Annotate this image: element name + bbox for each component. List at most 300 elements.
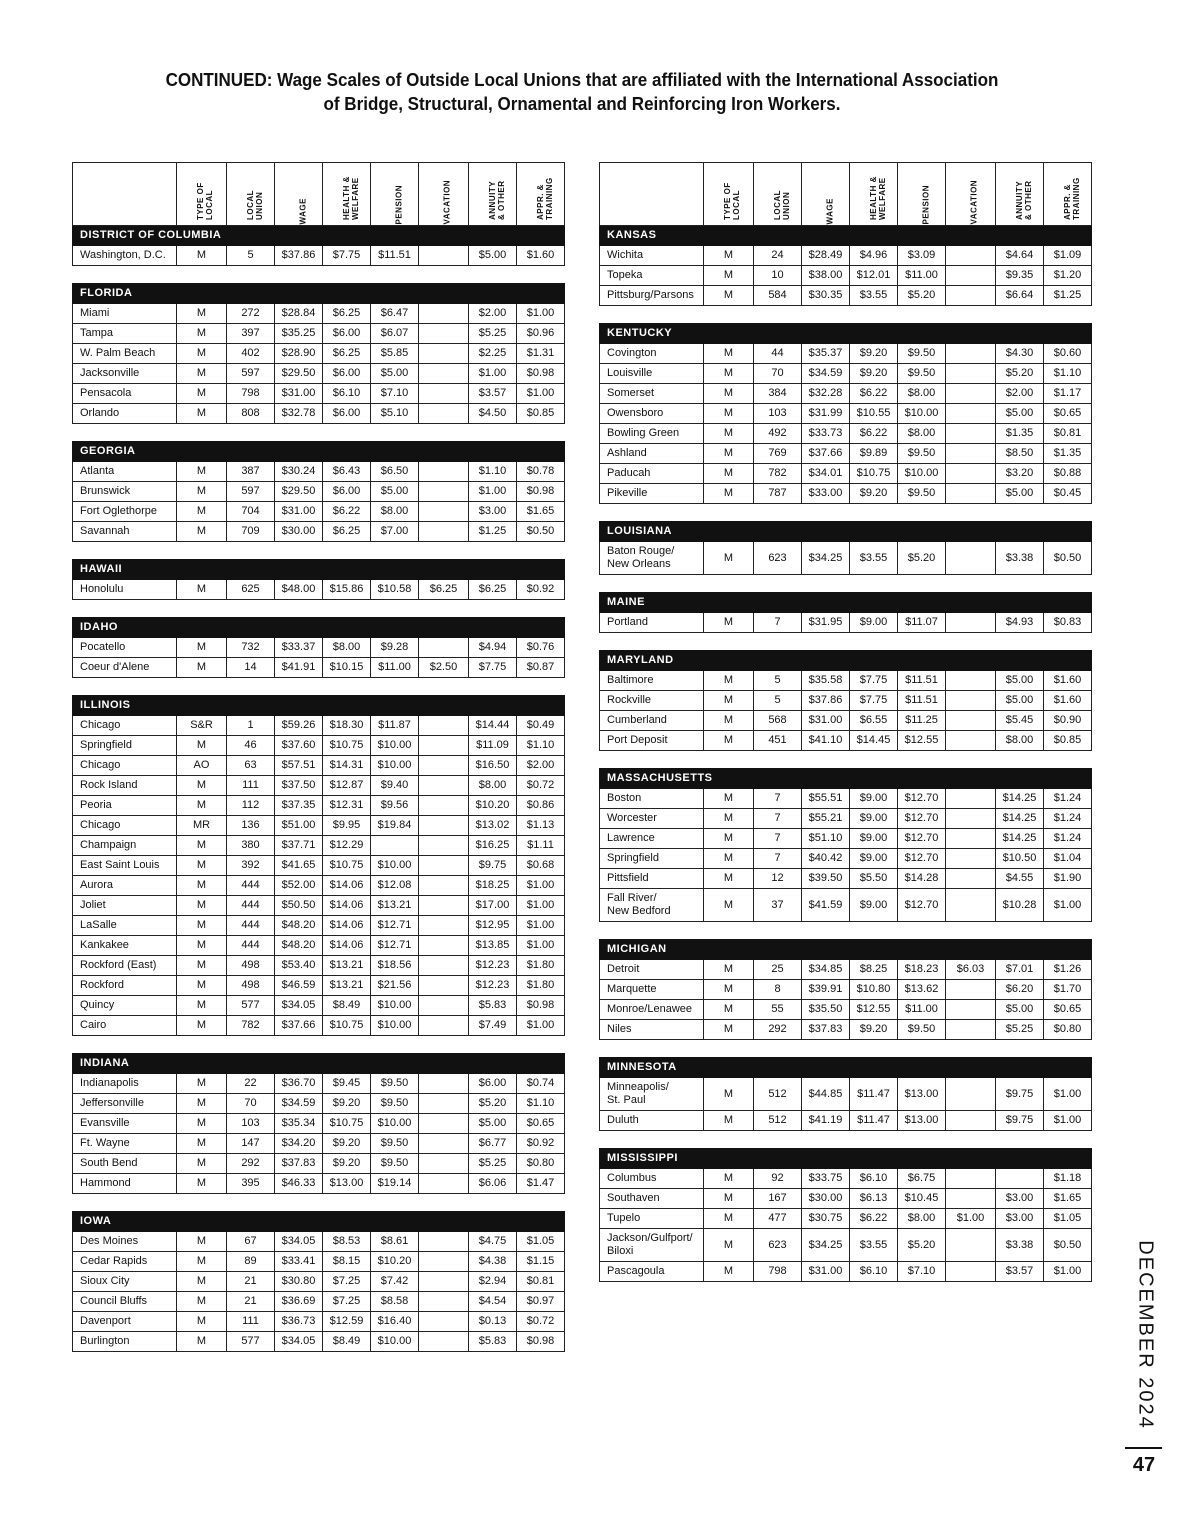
value-cell: M [177,502,227,522]
state-heading: ILLINOIS [73,696,565,716]
state-heading-row [600,651,1092,671]
value-cell: $4.55 [996,869,1044,889]
value-cell: $5.00 [996,1000,1044,1020]
table-row [600,1000,1092,1020]
value-cell: $0.68 [517,856,565,876]
value-cell: $0.50 [1044,542,1092,575]
value-cell: $9.00 [850,789,898,809]
column-header [704,163,754,226]
table-row [73,1134,565,1154]
value-cell: $0.49 [517,716,565,736]
value-cell: M [704,711,754,731]
value-cell: 37 [754,889,802,922]
value-cell: M [177,638,227,658]
value-cell: $51.10 [802,829,850,849]
value-cell [419,246,469,266]
value-cell: AO [177,756,227,776]
value-cell: $5.20 [469,1094,517,1114]
state-heading-row [600,522,1092,542]
value-cell: $2.25 [469,344,517,364]
value-cell: M [177,1074,227,1094]
value-cell: $1.00 [469,482,517,502]
column-header-label: VACATION [442,179,452,225]
value-cell: $10.00 [371,1332,419,1352]
value-cell: $6.10 [850,1262,898,1282]
value-cell: $28.90 [275,344,323,364]
value-cell: 103 [754,404,802,424]
table-row [73,976,565,996]
value-cell: 21 [227,1272,275,1292]
value-cell: 512 [754,1111,802,1131]
value-cell: $9.00 [850,889,898,922]
value-cell: MR [177,816,227,836]
value-cell: $6.22 [323,502,371,522]
value-cell: M [704,1262,754,1282]
value-cell: $11.47 [850,1078,898,1111]
city-cell: Baton Rouge/ New Orleans [600,542,704,575]
value-cell: 14 [227,658,275,678]
value-cell: 387 [227,462,275,482]
value-cell: M [704,266,754,286]
value-cell: M [704,542,754,575]
value-cell: $1.80 [517,976,565,996]
state-heading-row [73,226,565,246]
value-cell: $0.98 [517,482,565,502]
value-cell: $9.20 [850,344,898,364]
value-cell: 782 [754,464,802,484]
value-cell: $34.25 [802,1229,850,1262]
value-cell: $1.17 [1044,384,1092,404]
value-cell: M [704,1209,754,1229]
city-cell: Sioux City [73,1272,177,1292]
value-cell: $9.20 [323,1154,371,1174]
column-header-label: HEALTH & WELFARE [869,176,887,220]
value-cell: $10.75 [850,464,898,484]
value-cell [371,836,419,856]
table-row [73,1232,565,1252]
value-cell: $1.00 [1044,1078,1092,1111]
value-cell: $5.83 [469,996,517,1016]
title-line-2: of Bridge, Structural, Ornamental and Reinforcing Iron Workers. [323,93,841,114]
value-cell: $8.00 [898,384,946,404]
value-cell: $0.60 [1044,344,1092,364]
value-cell: $6.22 [850,1209,898,1229]
value-cell: 808 [227,404,275,424]
city-cell: Bowling Green [600,424,704,444]
value-cell: $1.24 [1044,789,1092,809]
value-cell: $13.62 [898,980,946,1000]
value-cell: $5.25 [469,324,517,344]
value-cell: $3.38 [996,1229,1044,1262]
table-row [73,1074,565,1094]
value-cell: 568 [754,711,802,731]
value-cell: 709 [227,522,275,542]
value-cell: $0.74 [517,1074,565,1094]
city-cell: Evansville [73,1114,177,1134]
value-cell [419,936,469,956]
value-cell: M [704,424,754,444]
value-cell: M [704,869,754,889]
value-cell: $0.65 [1044,1000,1092,1020]
spacer-cell [73,1036,565,1054]
value-cell: $29.50 [275,364,323,384]
value-cell: $6.50 [371,462,419,482]
value-cell: $4.50 [469,404,517,424]
value-cell: $36.70 [275,1074,323,1094]
city-cell: Miami [73,304,177,324]
state-heading: MARYLAND [600,651,1092,671]
value-cell: M [177,658,227,678]
value-cell: M [704,789,754,809]
issue-date-sidebar [1127,1240,1163,1430]
state-heading: MAINE [600,593,1092,613]
value-cell [419,816,469,836]
value-cell: 103 [227,1114,275,1134]
value-cell: M [704,731,754,751]
value-cell: M [177,856,227,876]
value-cell: $28.49 [802,246,850,266]
value-cell: M [177,736,227,756]
value-cell: $0.92 [517,580,565,600]
column-header-label: ANNUITY & OTHER [488,180,506,220]
value-cell: $18.23 [898,960,946,980]
state-heading: INDIANA [73,1054,565,1074]
value-cell: $39.50 [802,869,850,889]
city-cell: Worcester [600,809,704,829]
value-cell [946,869,996,889]
table-row [600,671,1092,691]
value-cell: $10.45 [898,1189,946,1209]
value-cell: 477 [754,1209,802,1229]
value-cell: 147 [227,1134,275,1154]
value-cell: $0.88 [1044,464,1092,484]
value-cell: $12.70 [898,889,946,922]
city-cell: Ashland [600,444,704,464]
value-cell: $8.49 [323,1332,371,1352]
value-cell: $6.25 [323,304,371,324]
value-cell: M [177,1312,227,1332]
city-cell: Brunswick [73,482,177,502]
value-cell: $12.55 [898,731,946,751]
table-row [73,502,565,522]
value-cell [419,1332,469,1352]
value-cell: $1.60 [1044,671,1092,691]
value-cell: $11.51 [371,246,419,266]
table-row [600,344,1092,364]
value-cell: $5.00 [996,404,1044,424]
value-cell: $10.00 [371,1114,419,1134]
state-heading-row [600,1058,1092,1078]
value-cell: $0.78 [517,462,565,482]
value-cell: $9.50 [898,344,946,364]
value-cell: M [704,1229,754,1262]
value-cell: $13.21 [323,976,371,996]
value-cell: 380 [227,836,275,856]
spacer-cell [73,266,565,284]
value-cell: $0.81 [1044,424,1092,444]
value-cell: $0.85 [1044,731,1092,751]
city-cell: Atlanta [73,462,177,482]
value-cell: 704 [227,502,275,522]
value-cell: $1.24 [1044,809,1092,829]
value-cell: $10.75 [323,1114,371,1134]
value-cell [419,1252,469,1272]
value-cell: $33.41 [275,1252,323,1272]
value-cell: M [704,286,754,306]
value-cell: $10.00 [371,736,419,756]
value-cell: M [704,849,754,869]
value-cell [419,916,469,936]
city-cell: Chicago [73,716,177,736]
value-cell: $8.61 [371,1232,419,1252]
city-cell: Pascagoula [600,1262,704,1282]
value-cell: $0.83 [1044,613,1092,633]
value-cell [419,1272,469,1292]
value-cell: $1.60 [1044,691,1092,711]
state-heading-row [600,226,1092,246]
value-cell: $8.00 [898,424,946,444]
section-spacer [600,633,1092,651]
city-cell: Hammond [73,1174,177,1194]
value-cell: 167 [754,1189,802,1209]
value-cell: $1.13 [517,816,565,836]
value-cell: $41.59 [802,889,850,922]
table-row [600,266,1092,286]
value-cell: $9.35 [996,266,1044,286]
city-cell: Pocatello [73,638,177,658]
value-cell: 7 [754,613,802,633]
section-spacer [73,1036,565,1054]
value-cell: $6.10 [323,384,371,404]
table-row [600,542,1092,575]
value-cell: $10.55 [850,404,898,424]
column-header-label: VACATION [969,179,979,225]
table-row [73,856,565,876]
value-cell: M [704,1111,754,1131]
value-cell: M [704,404,754,424]
value-cell: $1.09 [1044,246,1092,266]
city-cell: Paducah [600,464,704,484]
value-cell: $7.49 [469,1016,517,1036]
value-cell: $14.28 [898,869,946,889]
value-cell: $41.10 [802,731,850,751]
column-header [1044,163,1092,226]
value-cell [419,896,469,916]
value-cell: 21 [227,1292,275,1312]
column-header [275,163,323,226]
wage-table-left [72,162,565,1352]
value-cell: $6.20 [996,980,1044,1000]
city-cell: Honolulu [73,580,177,600]
city-cell: Tampa [73,324,177,344]
spacer-cell [600,922,1092,940]
table-row [600,1111,1092,1131]
value-cell: 492 [754,424,802,444]
column-header-label: PENSION [394,184,404,225]
value-cell: $16.25 [469,836,517,856]
city-cell: Ft. Wayne [73,1134,177,1154]
table-row [73,1332,565,1352]
value-cell: $3.57 [469,384,517,404]
value-cell: $10.00 [371,1016,419,1036]
state-heading: GEORGIA [73,442,565,462]
value-cell: $7.75 [323,246,371,266]
state-heading: LOUISIANA [600,522,1092,542]
value-cell: $6.43 [323,462,371,482]
value-cell: $35.37 [802,344,850,364]
value-cell: $30.24 [275,462,323,482]
table-row [600,789,1092,809]
section-spacer [600,751,1092,769]
value-cell: $31.99 [802,404,850,424]
value-cell: $6.10 [850,1169,898,1189]
value-cell: 769 [754,444,802,464]
value-cell: $1.05 [1044,1209,1092,1229]
value-cell: M [704,1020,754,1040]
value-cell: $6.25 [323,522,371,542]
value-cell: $39.91 [802,980,850,1000]
section-spacer [73,266,565,284]
city-cell: Davenport [73,1312,177,1332]
value-cell: $7.00 [371,522,419,542]
value-cell: $9.50 [898,1020,946,1040]
value-cell: $37.35 [275,796,323,816]
value-cell: 12 [754,869,802,889]
value-cell: $1.04 [1044,849,1092,869]
value-cell: $14.44 [469,716,517,736]
value-cell: $41.65 [275,856,323,876]
column-header [946,163,996,226]
section-spacer [73,1194,565,1212]
value-cell: 512 [754,1078,802,1111]
value-cell: $10.75 [323,1016,371,1036]
table-row [600,829,1092,849]
value-cell [946,711,996,731]
value-cell [946,1078,996,1111]
value-cell: $8.58 [371,1292,419,1312]
value-cell: M [704,1169,754,1189]
value-cell [946,889,996,922]
value-cell: $4.96 [850,246,898,266]
value-cell: $10.00 [371,756,419,776]
value-cell: $35.58 [802,671,850,691]
value-cell: M [704,444,754,464]
value-cell: $12.31 [323,796,371,816]
section-spacer [600,1040,1092,1058]
city-cell: Joliet [73,896,177,916]
value-cell: $2.00 [996,384,1044,404]
value-cell: $33.73 [802,424,850,444]
value-cell: 89 [227,1252,275,1272]
value-cell [419,1232,469,1252]
value-cell: $9.20 [323,1094,371,1114]
page-title [47,68,1118,116]
value-cell [946,286,996,306]
value-cell: $53.40 [275,956,323,976]
column-header [802,163,850,226]
value-cell: $9.75 [996,1078,1044,1111]
value-cell [946,1229,996,1262]
value-cell: 7 [754,829,802,849]
state-heading-row [600,324,1092,344]
city-cell: Chicago [73,816,177,836]
value-cell: $1.65 [1044,1189,1092,1209]
value-cell: 444 [227,876,275,896]
state-heading: MICHIGAN [600,940,1092,960]
value-cell: $12.55 [850,1000,898,1020]
value-cell [419,1016,469,1036]
value-cell: $6.07 [371,324,419,344]
city-cell: Kankakee [73,936,177,956]
value-cell: $14.06 [323,896,371,916]
value-cell: $5.45 [996,711,1044,731]
value-cell: $5.85 [371,344,419,364]
section-spacer [600,575,1092,593]
value-cell: 498 [227,956,275,976]
value-cell: $28.84 [275,304,323,324]
city-cell: Burlington [73,1332,177,1352]
value-cell: M [177,580,227,600]
value-cell: $3.09 [898,246,946,266]
value-cell: M [177,522,227,542]
city-cell: Rockford [73,976,177,996]
value-cell: $3.00 [996,1209,1044,1229]
table-header-row [600,163,1092,226]
city-cell: Pikeville [600,484,704,504]
city-cell: Baltimore [600,671,704,691]
value-cell: M [704,613,754,633]
city-cell: W. Palm Beach [73,344,177,364]
table-row [600,286,1092,306]
city-cell: Monroe/Lenawee [600,1000,704,1020]
value-cell: $0.50 [517,522,565,542]
value-cell: M [177,896,227,916]
value-cell: $10.75 [323,736,371,756]
value-cell [419,736,469,756]
city-cell: Jacksonville [73,364,177,384]
city-cell: Rockford (East) [73,956,177,976]
value-cell: $8.00 [469,776,517,796]
value-cell: $12.70 [898,849,946,869]
value-cell: $9.89 [850,444,898,464]
value-cell: M [177,1094,227,1114]
value-cell: $12.87 [323,776,371,796]
value-cell: $48.20 [275,916,323,936]
value-cell: $37.66 [802,444,850,464]
value-cell [946,344,996,364]
value-cell: $1.00 [1044,1111,1092,1131]
value-cell: $7.75 [850,671,898,691]
value-cell: $7.01 [996,960,1044,980]
value-cell: $30.80 [275,1272,323,1292]
spacer-cell [73,600,565,618]
value-cell [946,789,996,809]
value-cell: $0.13 [469,1312,517,1332]
value-cell: $1.05 [517,1232,565,1252]
value-cell: $1.47 [517,1174,565,1194]
state-heading-row [73,1054,565,1074]
table-row [73,776,565,796]
value-cell [946,1020,996,1040]
value-cell: $34.25 [802,542,850,575]
value-cell: $6.25 [469,580,517,600]
value-cell: 112 [227,796,275,816]
page-number-rule [1125,1447,1162,1449]
value-cell: $1.00 [946,1209,996,1229]
header-blank-cell [73,163,177,226]
city-cell: South Bend [73,1154,177,1174]
value-cell: $0.90 [1044,711,1092,731]
